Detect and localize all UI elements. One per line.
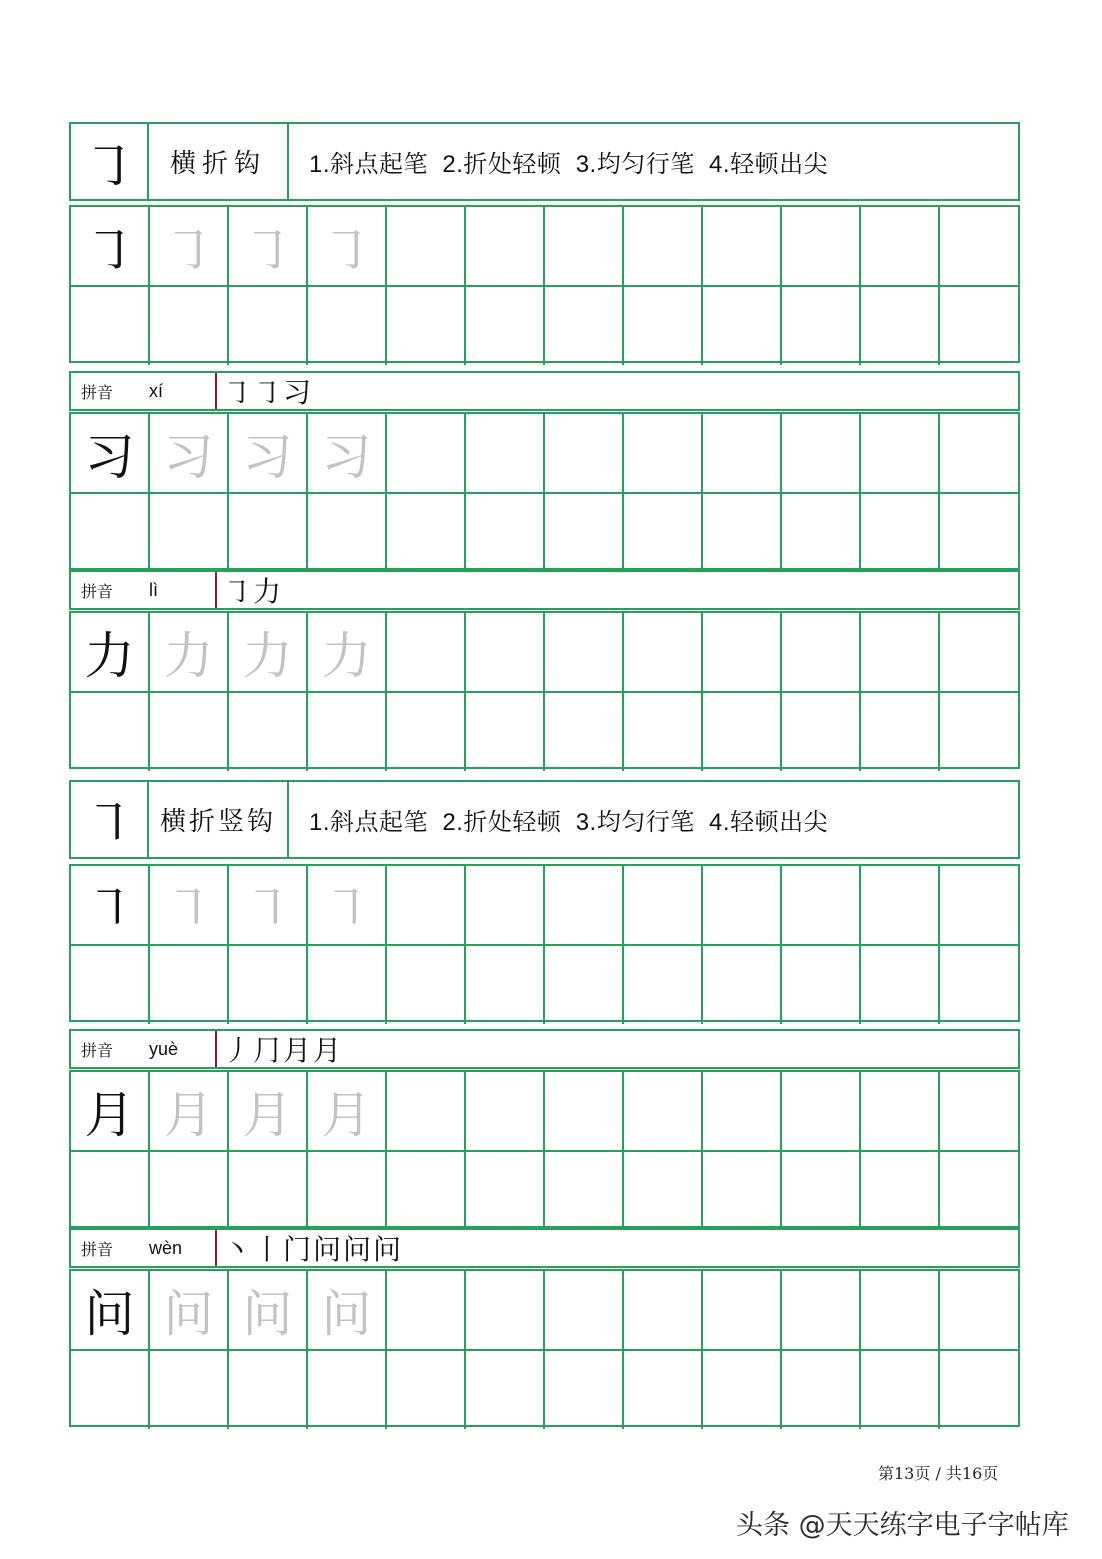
grid-row — [71, 613, 1018, 691]
model-char-cell: 问 — [71, 1271, 150, 1349]
empty-cell[interactable] — [545, 414, 624, 492]
grid-row — [71, 944, 1018, 1024]
practice-grid-char — [69, 611, 1020, 769]
pinyin-value: lì — [149, 579, 158, 600]
pinyin-label: 拼音 — [81, 581, 114, 601]
empty-cell[interactable] — [782, 1152, 861, 1230]
grid-row — [71, 1072, 1018, 1150]
empty-cell[interactable] — [782, 866, 861, 944]
empty-cell[interactable] — [466, 414, 545, 492]
empty-cell[interactable] — [940, 1351, 1018, 1429]
empty-cell[interactable] — [624, 1351, 703, 1429]
trace-char-cell: 月 — [308, 1072, 387, 1150]
empty-cell[interactable] — [940, 414, 1018, 492]
empty-cell[interactable] — [624, 613, 703, 691]
empty-cell[interactable] — [940, 207, 1018, 285]
stroke-char: ㇕ — [71, 782, 149, 857]
empty-cell[interactable] — [861, 287, 940, 365]
trace-char-cell: 月 — [229, 1072, 308, 1150]
empty-cell[interactable] — [229, 1152, 308, 1230]
empty-cell[interactable] — [466, 693, 545, 771]
model-char-cell: 月 — [71, 1072, 150, 1150]
empty-cell[interactable] — [308, 1152, 387, 1230]
empty-cell[interactable] — [940, 1072, 1018, 1150]
grid-row — [71, 866, 1018, 944]
pinyin-bar — [69, 1228, 1020, 1268]
stroke-tips: 1.斜点起笔 2.折处轻顿 3.均匀行笔 4.轻顿出尖 — [309, 809, 829, 836]
empty-cell[interactable] — [71, 693, 150, 771]
stroke-tips: 1.斜点起笔 2.折处轻顿 3.均匀行笔 4.轻顿出尖 — [309, 151, 829, 178]
empty-cell[interactable] — [703, 207, 782, 285]
empty-cell[interactable] — [466, 1351, 545, 1429]
empty-cell[interactable] — [545, 1351, 624, 1429]
trace-char-cell: 力 — [308, 613, 387, 691]
empty-cell[interactable] — [229, 1351, 308, 1429]
trace-char-cell: 习 — [229, 414, 308, 492]
trace-char-cell: ㇆ — [229, 207, 308, 285]
empty-cell[interactable] — [387, 613, 466, 691]
empty-cell[interactable] — [940, 287, 1018, 365]
stroke-order: ㇆㇆习 — [215, 373, 313, 409]
empty-cell[interactable] — [150, 494, 229, 572]
grid-row — [71, 492, 1018, 572]
empty-cell[interactable] — [466, 287, 545, 365]
empty-cell[interactable] — [624, 1072, 703, 1150]
grid-row — [71, 1271, 1018, 1349]
empty-cell[interactable] — [703, 613, 782, 691]
pinyin-bar — [69, 570, 1020, 610]
trace-char-cell: 问 — [229, 1271, 308, 1349]
stroke-order: ㇆力 — [215, 572, 283, 608]
trace-char-cell: ㇆ — [150, 207, 229, 285]
empty-cell[interactable] — [308, 287, 387, 365]
grid-row — [71, 1150, 1018, 1230]
empty-cell[interactable] — [703, 1152, 782, 1230]
empty-cell[interactable] — [703, 414, 782, 492]
empty-cell[interactable] — [703, 287, 782, 365]
stroke-name: 横折钩 — [149, 124, 289, 199]
empty-cell[interactable] — [861, 207, 940, 285]
stroke-order: 丶丨门问问问 — [215, 1230, 403, 1266]
practice-grid-stroke-1 — [69, 205, 1020, 363]
empty-cell[interactable] — [940, 1152, 1018, 1230]
empty-cell[interactable] — [545, 207, 624, 285]
empty-cell[interactable] — [782, 693, 861, 771]
empty-cell[interactable] — [861, 1152, 940, 1230]
empty-cell[interactable] — [861, 946, 940, 1024]
empty-cell[interactable] — [387, 693, 466, 771]
empty-cell[interactable] — [703, 1072, 782, 1150]
practice-grid-stroke-2 — [69, 864, 1020, 1022]
empty-cell[interactable] — [940, 1271, 1018, 1349]
empty-cell[interactable] — [387, 866, 466, 944]
empty-cell[interactable] — [308, 1351, 387, 1429]
empty-cell[interactable] — [782, 207, 861, 285]
empty-cell[interactable] — [624, 494, 703, 572]
grid-row — [71, 285, 1018, 365]
empty-cell[interactable] — [782, 414, 861, 492]
grid-row — [71, 691, 1018, 771]
empty-cell[interactable] — [387, 1072, 466, 1150]
empty-cell[interactable] — [861, 414, 940, 492]
empty-cell[interactable] — [308, 693, 387, 771]
model-char-cell: ㇕ — [71, 866, 150, 944]
empty-cell[interactable] — [624, 946, 703, 1024]
pinyin-bar — [69, 1029, 1020, 1069]
empty-cell[interactable] — [150, 946, 229, 1024]
empty-cell[interactable] — [150, 1152, 229, 1230]
empty-cell[interactable] — [466, 1271, 545, 1349]
empty-cell[interactable] — [861, 613, 940, 691]
trace-char-cell: 习 — [308, 414, 387, 492]
empty-cell[interactable] — [940, 693, 1018, 771]
trace-char-cell: 力 — [229, 613, 308, 691]
empty-cell[interactable] — [71, 494, 150, 572]
empty-cell[interactable] — [387, 946, 466, 1024]
empty-cell[interactable] — [387, 207, 466, 285]
empty-cell[interactable] — [861, 1072, 940, 1150]
empty-cell[interactable] — [703, 494, 782, 572]
empty-cell[interactable] — [71, 1351, 150, 1429]
empty-cell[interactable] — [545, 866, 624, 944]
empty-cell[interactable] — [466, 613, 545, 691]
stroke-header-2 — [69, 780, 1020, 859]
empty-cell[interactable] — [703, 693, 782, 771]
empty-cell[interactable] — [624, 414, 703, 492]
empty-cell[interactable] — [229, 287, 308, 365]
empty-cell[interactable] — [545, 1271, 624, 1349]
pinyin-label: 拼音 — [81, 1239, 114, 1259]
empty-cell[interactable] — [703, 866, 782, 944]
trace-char-cell: ㇕ — [308, 866, 387, 944]
empty-cell[interactable] — [782, 494, 861, 572]
pinyin-bar — [69, 371, 1020, 411]
grid-row — [71, 207, 1018, 285]
empty-cell[interactable] — [466, 1152, 545, 1230]
empty-cell[interactable] — [229, 494, 308, 572]
empty-cell[interactable] — [940, 613, 1018, 691]
empty-cell[interactable] — [782, 1271, 861, 1349]
model-char-cell: 力 — [71, 613, 150, 691]
stroke-char: ㇆ — [71, 124, 149, 199]
practice-grid-char — [69, 1070, 1020, 1228]
empty-cell[interactable] — [71, 287, 150, 365]
empty-cell[interactable] — [624, 866, 703, 944]
empty-cell[interactable] — [545, 1152, 624, 1230]
empty-cell[interactable] — [466, 1072, 545, 1150]
model-char-cell: 习 — [71, 414, 150, 492]
pinyin-value: xí — [149, 380, 164, 401]
empty-cell[interactable] — [308, 494, 387, 572]
trace-char-cell: 月 — [150, 1072, 229, 1150]
trace-char-cell: ㇆ — [308, 207, 387, 285]
empty-cell[interactable] — [624, 693, 703, 771]
trace-char-cell: ㇕ — [229, 866, 308, 944]
grid-row — [71, 1349, 1018, 1429]
empty-cell[interactable] — [387, 1271, 466, 1349]
empty-cell[interactable] — [466, 207, 545, 285]
empty-cell[interactable] — [703, 946, 782, 1024]
empty-cell[interactable] — [150, 1351, 229, 1429]
empty-cell[interactable] — [466, 866, 545, 944]
empty-cell[interactable] — [782, 946, 861, 1024]
empty-cell[interactable] — [624, 1271, 703, 1349]
empty-cell[interactable] — [387, 1152, 466, 1230]
empty-cell[interactable] — [545, 693, 624, 771]
pinyin-label: 拼音 — [81, 382, 114, 402]
empty-cell[interactable] — [940, 494, 1018, 572]
empty-cell[interactable] — [703, 1271, 782, 1349]
empty-cell[interactable] — [387, 1351, 466, 1429]
pinyin-value: wèn — [149, 1237, 183, 1258]
empty-cell[interactable] — [545, 1072, 624, 1150]
stroke-header-1 — [69, 122, 1020, 201]
empty-cell[interactable] — [387, 287, 466, 365]
empty-cell[interactable] — [229, 693, 308, 771]
page-number: 第13页 / 共16页 — [878, 1464, 999, 1483]
empty-cell[interactable] — [150, 287, 229, 365]
stroke-name: 横折竖钩 — [149, 782, 289, 857]
model-char-cell: ㇆ — [71, 207, 150, 285]
empty-cell[interactable] — [71, 1152, 150, 1230]
empty-cell[interactable] — [624, 207, 703, 285]
pinyin-label: 拼音 — [81, 1040, 114, 1060]
empty-cell[interactable] — [782, 613, 861, 691]
empty-cell[interactable] — [861, 1351, 940, 1429]
practice-grid-char — [69, 1269, 1020, 1427]
practice-grid-char — [69, 412, 1020, 570]
grid-row — [71, 414, 1018, 492]
empty-cell[interactable] — [545, 287, 624, 365]
empty-cell[interactable] — [940, 946, 1018, 1024]
empty-cell[interactable] — [308, 946, 387, 1024]
empty-cell[interactable] — [624, 287, 703, 365]
empty-cell[interactable] — [545, 494, 624, 572]
empty-cell[interactable] — [782, 287, 861, 365]
empty-cell[interactable] — [466, 494, 545, 572]
empty-cell[interactable] — [387, 494, 466, 572]
empty-cell[interactable] — [782, 1072, 861, 1150]
empty-cell[interactable] — [861, 693, 940, 771]
watermark: 头条 @天天练字电子字帖库 — [736, 1510, 1069, 1541]
trace-char-cell: 习 — [150, 414, 229, 492]
empty-cell[interactable] — [545, 946, 624, 1024]
empty-cell[interactable] — [71, 946, 150, 1024]
empty-cell[interactable] — [861, 1271, 940, 1349]
empty-cell[interactable] — [150, 693, 229, 771]
empty-cell[interactable] — [229, 946, 308, 1024]
trace-char-cell: ㇕ — [150, 866, 229, 944]
empty-cell[interactable] — [545, 613, 624, 691]
stroke-order: 丿⺆月月 — [215, 1031, 343, 1067]
trace-char-cell: 力 — [150, 613, 229, 691]
empty-cell[interactable] — [387, 414, 466, 492]
empty-cell[interactable] — [782, 1351, 861, 1429]
empty-cell[interactable] — [861, 494, 940, 572]
pinyin-value: yuè — [149, 1038, 179, 1059]
trace-char-cell: 问 — [308, 1271, 387, 1349]
empty-cell[interactable] — [466, 946, 545, 1024]
empty-cell[interactable] — [624, 1152, 703, 1230]
trace-char-cell: 问 — [150, 1271, 229, 1349]
empty-cell[interactable] — [940, 866, 1018, 944]
empty-cell[interactable] — [703, 1351, 782, 1429]
empty-cell[interactable] — [861, 866, 940, 944]
